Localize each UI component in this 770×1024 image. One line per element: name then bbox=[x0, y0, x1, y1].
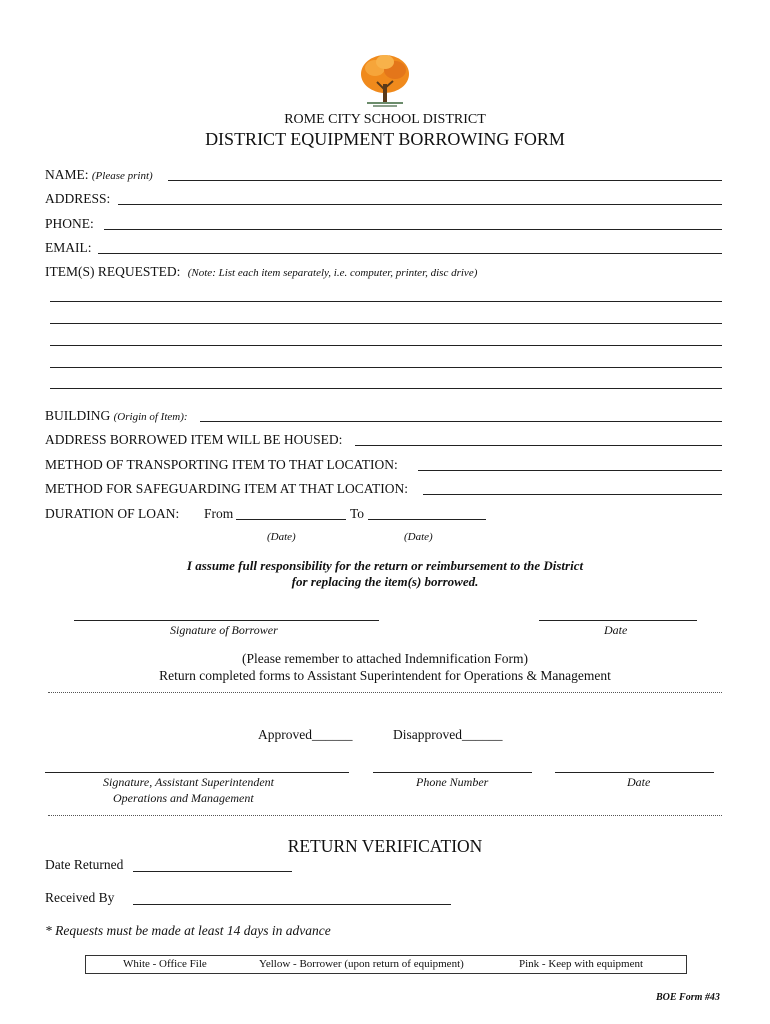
approved-field[interactable]: Approved______ bbox=[258, 727, 353, 742]
borrower-signature-field[interactable] bbox=[74, 620, 379, 621]
received-by-label: Received By bbox=[45, 890, 115, 905]
item-line-4[interactable] bbox=[50, 367, 722, 368]
copies-box bbox=[85, 955, 687, 974]
item-line-3[interactable] bbox=[50, 345, 722, 346]
date-returned-field[interactable] bbox=[133, 871, 292, 872]
divider-2 bbox=[48, 815, 722, 816]
item-line-5[interactable] bbox=[50, 388, 722, 389]
housed-field[interactable] bbox=[355, 445, 722, 446]
duration-label: DURATION OF LOAN: bbox=[45, 506, 180, 521]
form-title: DISTRICT EQUIPMENT BORROWING FORM bbox=[205, 129, 565, 149]
form-number: BOE Form #43 bbox=[656, 992, 720, 1003]
reminder-line-2: Return completed forms to Assistant Superintendent for Operations & Management bbox=[159, 668, 611, 683]
address-label: ADDRESS: bbox=[45, 191, 111, 206]
housed-label: ADDRESS BORROWED ITEM WILL BE HOUSED: bbox=[45, 432, 343, 447]
items-label: ITEM(S) REQUESTED: (Note: List each item separately, i.e. computer, printer, disc drive) bbox=[45, 264, 478, 279]
phone-number-caption: Phone Number bbox=[416, 775, 489, 789]
name-label: NAME: (Please print) bbox=[45, 167, 153, 182]
safeguard-field[interactable] bbox=[423, 494, 722, 495]
tree-logo-icon bbox=[355, 50, 415, 108]
supt-signature-caption-1: Signature, Assistant Superintendent bbox=[103, 775, 274, 789]
to-label: To bbox=[350, 506, 365, 521]
from-label: From bbox=[204, 506, 234, 521]
to-date-hint: (Date) bbox=[404, 531, 433, 543]
item-line-1[interactable] bbox=[50, 301, 722, 302]
to-date-field[interactable] bbox=[368, 519, 486, 520]
approval-date-field[interactable] bbox=[555, 772, 714, 773]
reminder-line-1: (Please remember to attached Indemnification Form) bbox=[241, 651, 529, 666]
responsibility-line-1: I assume full responsibility for the return or reimbursement to the District bbox=[186, 558, 584, 573]
transport-label: METHOD OF TRANSPORTING ITEM TO THAT LOCATION: bbox=[45, 457, 398, 472]
borrower-date-field[interactable] bbox=[539, 620, 697, 621]
supt-signature-field[interactable] bbox=[45, 772, 349, 773]
name-note: (Please print) bbox=[91, 170, 153, 182]
item-line-2[interactable] bbox=[50, 323, 722, 324]
email-field[interactable] bbox=[98, 253, 722, 254]
phone-field[interactable] bbox=[104, 229, 722, 230]
building-field[interactable] bbox=[200, 421, 722, 422]
name-field[interactable] bbox=[168, 180, 722, 181]
borrower-signature-caption: Signature of Borrower bbox=[170, 623, 278, 637]
disapproved-field[interactable]: Disapproved______ bbox=[393, 727, 503, 742]
advance-note: * Requests must be made at least 14 days in advance bbox=[45, 923, 331, 938]
phone-label: PHONE: bbox=[45, 216, 94, 231]
items-note: (Note: List each item separately, i.e. computer, printer, disc drive) bbox=[187, 267, 478, 279]
transport-field[interactable] bbox=[418, 470, 722, 471]
copy-yellow: Yellow - Borrower (upon return of equipment) bbox=[259, 958, 464, 970]
borrower-date-caption: Date bbox=[604, 623, 628, 637]
address-field[interactable] bbox=[118, 204, 722, 205]
copy-pink: Pink - Keep with equipment bbox=[519, 958, 644, 970]
date-returned-label: Date Returned bbox=[45, 857, 124, 872]
divider-1 bbox=[48, 692, 722, 693]
from-date-hint: (Date) bbox=[267, 531, 296, 543]
copy-white: White - Office File bbox=[123, 958, 207, 970]
email-label: EMAIL: bbox=[45, 240, 92, 255]
supt-signature-caption-2: Operations and Management bbox=[113, 791, 254, 805]
return-verification-title: RETURN VERIFICATION bbox=[287, 836, 483, 856]
district-name: ROME CITY SCHOOL DISTRICT bbox=[284, 112, 486, 127]
approval-date-caption: Date bbox=[627, 775, 651, 789]
building-label: BUILDING (Origin of Item): bbox=[45, 408, 188, 423]
received-by-field[interactable] bbox=[133, 904, 451, 905]
phone-number-field[interactable] bbox=[373, 772, 532, 773]
building-note: (Origin of Item): bbox=[113, 411, 188, 423]
safeguard-label: METHOD FOR SAFEGUARDING ITEM AT THAT LOCATION: bbox=[45, 481, 409, 496]
responsibility-line-2: for replacing the item(s) borrowed. bbox=[291, 574, 479, 589]
from-date-field[interactable] bbox=[236, 519, 346, 520]
